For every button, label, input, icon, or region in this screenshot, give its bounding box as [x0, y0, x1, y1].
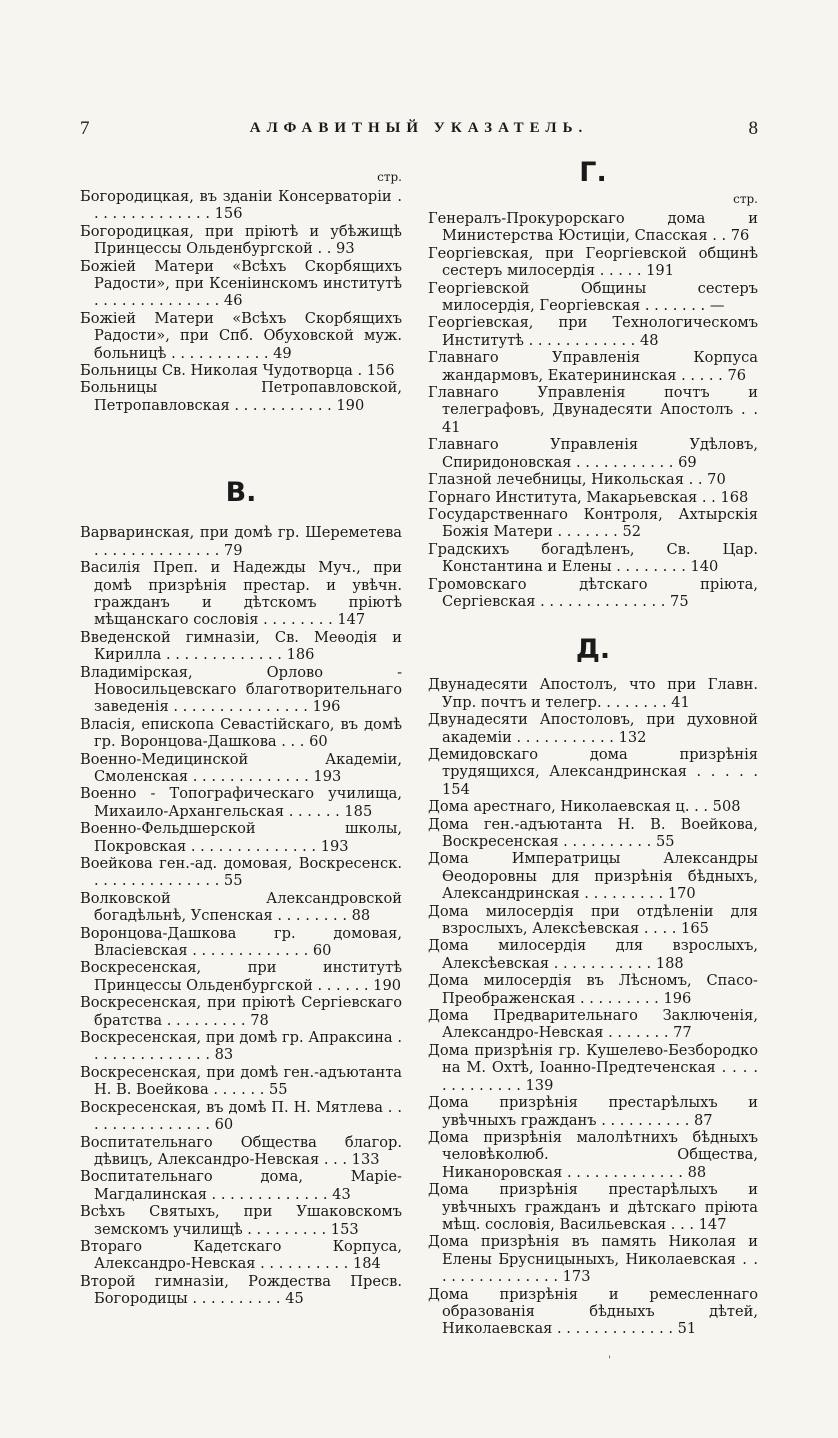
entry-text: Главнаго Управленія Корпуса жандармовъ, Екатерининская . . . . .: [428, 349, 758, 384]
entry-text: Дома Предварительнаго Заключенія, Александро-Невская . . . . . . .: [428, 1007, 758, 1042]
entry-text: Воскресенская, при пріютѣ Сергіевскаго братства . . . . . . . . .: [80, 994, 402, 1029]
entry-page-number: 147: [698, 1215, 727, 1233]
index-entry: [428, 576, 758, 611]
entry-page-number: 185: [344, 802, 373, 820]
entries-b-list: [80, 188, 402, 414]
entry-page-number: 52: [622, 523, 642, 541]
entry-page-number: 190: [373, 976, 402, 994]
entry-page-number: 153: [330, 1220, 359, 1238]
index-entry: [80, 629, 402, 664]
entry-page-number: 188: [655, 954, 684, 972]
entry-text: Больницы Петропавловской, Петропавловская . . . . . . . . . . .: [80, 379, 402, 414]
entry-page-number: 88: [687, 1163, 707, 1181]
entry-page-number: 45: [285, 1290, 304, 1308]
entry-text: Дома милосердія при отдѣленіи для взрослыхъ, Алексѣевская . . . .: [428, 902, 758, 938]
entry-page-number: 51: [677, 1320, 697, 1338]
entry-text: Дома призрѣнія и ремесленнаго образованія бѣдныхъ дѣтей, Николаевская . . . . . . . . . . . . .: [428, 1285, 758, 1338]
entry-page-number: —: [709, 297, 725, 315]
section-gap: [80, 414, 402, 462]
entry-page-number: 46: [223, 292, 243, 310]
entry-text: Дома призрѣнія престарѣлыхъ и увѣчныхъ гражданъ и дѣтскаго пріюта мѣщ. сословія, Васильевская . . .: [428, 1181, 758, 1233]
entry-text: Дома призрѣнія престарѣлыхъ и увѣчныхъ гражданъ . . . . . . . . . .: [428, 1094, 758, 1129]
index-entry: [428, 1233, 758, 1285]
index-entry: [80, 716, 402, 751]
entry-text: Дома ген.-адъютанта Н. В. Воейкова, Воскресенская . . . . . . . . . .: [428, 815, 758, 850]
entry-text: Варваринская, при домѣ гр. Шереметева . . . . . . . . . . . . . .: [80, 524, 402, 559]
index-entry: [80, 925, 402, 960]
entry-text: Воспитательнаго Общества благор. дѣвицъ, Александро-Невская . . .: [80, 1133, 402, 1168]
entry-page-number: 60: [309, 733, 328, 751]
entry-text: Второй гимназіи, Рождества Пресв. Богородицы . . . . . . . . . .: [80, 1272, 402, 1308]
index-entry: [80, 994, 402, 1029]
index-entry: [80, 559, 402, 629]
entry-page-number: 196: [663, 989, 692, 1007]
index-entry: [428, 711, 758, 746]
entry-page-number: 508: [712, 798, 741, 816]
index-entry: [80, 362, 402, 379]
entry-page-number: 55: [655, 833, 675, 850]
index-entry: [428, 471, 758, 488]
entry-page-number: 154: [442, 780, 470, 798]
index-entry: [428, 280, 758, 315]
index-entry: [428, 541, 758, 576]
entry-page-number: 77: [673, 1024, 692, 1042]
index-entry: [428, 506, 758, 541]
entry-text: Волковской Александровской богадѣльнѣ, Успенская . . . . . . . .: [80, 889, 402, 925]
entry-page-number: 60: [312, 942, 332, 960]
index-entry: [428, 1286, 758, 1338]
index-entry: [428, 746, 758, 798]
index-entry: [80, 310, 402, 362]
index-entry: [428, 210, 758, 245]
entry-text: Божіей Матери «Всѣхъ Скорбящихъ Радости», при Ксеніинскомъ институтѣ . . . . . . . . . . . . . .: [80, 257, 402, 310]
index-entry: [80, 664, 402, 716]
entries-v-list: [80, 524, 402, 1307]
entry-page-number: 55: [223, 872, 243, 890]
entry-page-number: 156: [366, 362, 395, 380]
entry-text: Воейкова ген.-ад. домовая, Воскресенск. . . . . . . . . . . . . . .: [80, 855, 402, 890]
entry-page-number: 75: [670, 592, 689, 610]
entry-page-number: 79: [223, 541, 243, 559]
entry-text: Военно-Медицинской Академіи, Смоленская . . . . . . . . . . . . .: [80, 750, 402, 785]
entry-text: Воронцова-Дашкова гр. домовая, Власіевская . . . . . . . . . . . . .: [80, 924, 402, 960]
running-header: [80, 118, 758, 146]
index-entry: [80, 890, 402, 925]
entry-text: Василія Преп. и Надежды Муч., при домѣ призрѣнія престар. и увѣчн. гражданъ и дѣтскомъ пріютѣ мѣщанскаго сословія . . . . . . . .: [80, 559, 402, 629]
index-entry: [80, 1099, 402, 1134]
index-entry: [428, 384, 758, 436]
entry-page-number: 170: [667, 885, 696, 903]
entry-text: Дома призрѣнія малолѣтнихъ бѣдныхъ человѣколюб. Общества, Никаноровская . . . . . . . . . . . . .: [428, 1128, 758, 1181]
entry-page-number: 133: [351, 1150, 380, 1168]
section-letter-v: В.: [225, 477, 257, 509]
index-entry: [80, 820, 402, 855]
entry-page-number: 147: [337, 611, 366, 629]
entry-text: Богородицкая, при пріютѣ и убѣжищѣ Принцессы Ольденбургской . .: [80, 222, 402, 258]
entry-text: Государственнаго Контроля, Ахтырскія Божія Матери . . . . . . .: [428, 505, 758, 541]
index-entry: [428, 903, 758, 938]
index-entry: [428, 972, 758, 1007]
entry-text: Глазной лечебницы, Никольская . .: [428, 471, 703, 489]
right-column: [428, 157, 758, 1338]
entry-text: Дома Императрицы Александры Ѳеодоровны для призрѣнія бѣдныхъ, Александринская . . . . . . . . .: [428, 850, 758, 903]
entry-text: Демидовскаго дома призрѣнія трудящихся, Александринская . . . . .: [428, 745, 758, 781]
entry-text: Воспитательнаго дома, Маріе-Магдалинская . . . . . . . . . . . . .: [80, 1168, 402, 1203]
index-entry: [428, 314, 758, 349]
entry-text: Дома призрѣнія гр. Кушелево-Безбородко на М. Охтѣ, Іоанно-Предтеченская . . . . . . . . . . . . .: [428, 1041, 758, 1094]
entry-page-number: 70: [707, 471, 726, 489]
entry-page-number: 88: [351, 907, 371, 925]
entry-page-number: 78: [250, 1011, 269, 1029]
index-entry: [428, 1129, 758, 1181]
entry-page-number: 184: [352, 1255, 381, 1273]
index-entry: [80, 223, 402, 258]
entry-text: Георгіевской Общины сестеръ милосердія, Георгіевская . . . . . . .: [428, 279, 758, 315]
entries-g-list: [428, 210, 758, 610]
index-entry: [80, 1134, 402, 1169]
index-entry: [80, 524, 402, 559]
entry-page-number: 186: [286, 646, 315, 664]
index-entry: [428, 1042, 758, 1094]
entry-text: Богородицкая, въ зданіи Консерваторіи . . . . . . . . . . . . . .: [80, 188, 402, 223]
entry-text: Главнаго Управленія Удѣловъ, Спиридоновская . . . . . . . . . . .: [428, 436, 758, 471]
entry-page-number: 191: [646, 262, 674, 280]
left-column: [80, 170, 402, 1308]
entry-text: Дома милосердія для взрослыхъ, Алексѣевская . . . . . . . . . . .: [428, 937, 758, 972]
page-column-label: стр.: [733, 192, 758, 206]
entry-text: Воскресенская, при домѣ гр. Апраксина . . . . . . . . . . . . . .: [80, 1029, 402, 1064]
entry-text: Дома милосердія въ Лѣсномъ, Спасо-Преображенская . . . . . . . . .: [428, 972, 758, 1007]
entry-page-number: 41: [442, 418, 461, 436]
entry-text: Воскресенская, при институтѣ Принцессы Ольденбургской . . . . . .: [80, 959, 402, 994]
index-entry: [80, 751, 402, 786]
index-entry: [428, 245, 758, 280]
entry-page-number: 165: [681, 920, 709, 938]
index-entry: [428, 850, 758, 902]
entry-text: Всѣхъ Святыхъ, при Ушаковскомъ земскомъ училищѣ . . . . . . . . .: [80, 1203, 402, 1238]
page-number-right: 8: [748, 118, 758, 139]
entry-page-number: 69: [678, 453, 697, 471]
index-entry: [80, 188, 402, 223]
entry-page-number: 173: [562, 1268, 591, 1286]
entry-text: Власія, епископа Севастійскаго, въ домѣ гр. Воронцова-Дашкова . . .: [80, 715, 402, 751]
entry-text: Горнаго Института, Макарьевская . .: [428, 488, 716, 506]
entry-page-number: 93: [336, 240, 355, 258]
entry-page-number: 43: [332, 1185, 351, 1203]
entry-page-number: 60: [214, 1116, 234, 1134]
section-letter-d: Д.: [575, 634, 611, 666]
index-entry: [80, 959, 402, 994]
entry-page-number: 193: [320, 837, 349, 855]
entry-page-number: 41: [671, 693, 690, 711]
entry-text: Владимірская, Орлово - Новосильцевскаго благотворительнаго заведенія . . . . . . . . . . . . . . .: [80, 663, 402, 716]
entry-page-number: 83: [214, 1046, 234, 1064]
entry-text: Втораго Кадетскаго Корпуса, Александро-Невская . . . . . . . . . .: [80, 1237, 402, 1273]
index-entry: [428, 816, 758, 851]
entry-text: Дома призрѣнія въ память Николая и Елены Брусницыныхъ, Николаевская . . . . . . . . . . . . . . .: [428, 1233, 758, 1286]
entry-text: Военно - Топографическаго училища, Михаило-Архангельская . . . . . .: [80, 785, 402, 820]
entry-text: Градскихъ богадѣленъ, Св. Цар. Константина и Елены . . . . . . . .: [428, 540, 758, 576]
entry-page-number: 193: [313, 767, 342, 785]
print-mark: ': [608, 1355, 611, 1366]
entry-text: Генералъ-Прокурорскаго дома и Министерства Юстиціи, Спасская . .: [428, 210, 758, 245]
entry-text: Введенской гимназіи, Св. Меѳодія и Кирилла . . . . . . . . . . . . .: [80, 628, 402, 664]
entry-text: Больницы Св. Николая Чудотворца .: [80, 362, 363, 380]
index-entry: [80, 785, 402, 820]
index-entry: [428, 676, 758, 711]
index-entry: [428, 489, 758, 506]
index-entry: [428, 798, 758, 815]
page-column-label: стр.: [377, 170, 402, 184]
entry-text: Георгіевская, при Георгіевской общинѣ сестеръ милосердія . . . . .: [428, 244, 758, 280]
index-entry: [80, 1168, 402, 1203]
entry-page-number: 76: [727, 366, 747, 384]
page-number-left: 7: [80, 118, 90, 139]
entry-text: Двунадесяти Апостолъ, что при Главн. Упр. почтъ и телегр. . . . . . . .: [428, 676, 758, 711]
entry-page-number: 132: [618, 728, 647, 746]
entries-d-list: [428, 676, 758, 1337]
index-entry: [80, 1029, 402, 1064]
entry-page-number: 49: [273, 344, 292, 362]
index-entry: [80, 1064, 402, 1099]
index-entry: [428, 1181, 758, 1233]
entry-page-number: 190: [336, 396, 365, 414]
index-entry: [428, 1094, 758, 1129]
index-entry: [80, 258, 402, 310]
entry-page-number: 140: [690, 558, 719, 576]
entry-page-number: 196: [312, 698, 341, 716]
index-entry: [428, 436, 758, 471]
entry-page-number: 139: [525, 1076, 554, 1094]
entry-page-number: 55: [269, 1081, 288, 1099]
index-entry: [428, 937, 758, 972]
entry-page-number: 156: [214, 205, 243, 223]
entry-page-number: 48: [639, 331, 659, 349]
entry-text: Громовскаго дѣтскаго пріюта, Сергіевская . . . . . . . . . . . . . .: [428, 575, 758, 610]
entry-text: Дома арестнаго, Николаевская ц. . .: [428, 798, 709, 816]
entry-text: Военно-Фельдшерской школы, Покровская . . . . . . . . . . . . . .: [80, 820, 402, 855]
entry-page-number: 168: [720, 488, 749, 506]
entry-text: Божіей Матери «Всѣхъ Скорбящихъ Радости», при Спб. Обуховской муж. больницѣ . . . . . . . . . . .: [80, 309, 402, 362]
index-entry: [80, 1203, 402, 1238]
entry-text: Воскресенская, при домѣ ген.-адъютанта Н. В. Воейкова . . . . . .: [80, 1063, 402, 1099]
index-entry: [428, 1007, 758, 1042]
entry-text: Воскресенская, въ домѣ П. Н. Мятлева . . . . . . . . . . . . . . .: [80, 1098, 402, 1134]
page-title: АЛФАВИТНЫЙ УКАЗАТЕЛЬ.: [249, 120, 589, 136]
entry-text: Георгіевская, при Технологическомъ Институтѣ . . . . . . . . . . . .: [428, 314, 758, 349]
entry-page-number: 76: [730, 227, 750, 245]
index-entry: [80, 855, 402, 890]
index-entry: [80, 379, 402, 414]
index-entry: [428, 349, 758, 384]
entry-text: Главнаго Управленія почтъ и телеграфовъ, Двунадесяти Апостолъ . .: [428, 384, 758, 419]
section-letter-g: Г.: [579, 157, 607, 188]
entry-page-number: 87: [693, 1111, 713, 1129]
entry-text: Двунадесяти Апостоловъ, при духовной академіи . . . . . . . . . . .: [428, 711, 758, 746]
index-entry: [80, 1238, 402, 1273]
index-entry: [80, 1273, 402, 1308]
